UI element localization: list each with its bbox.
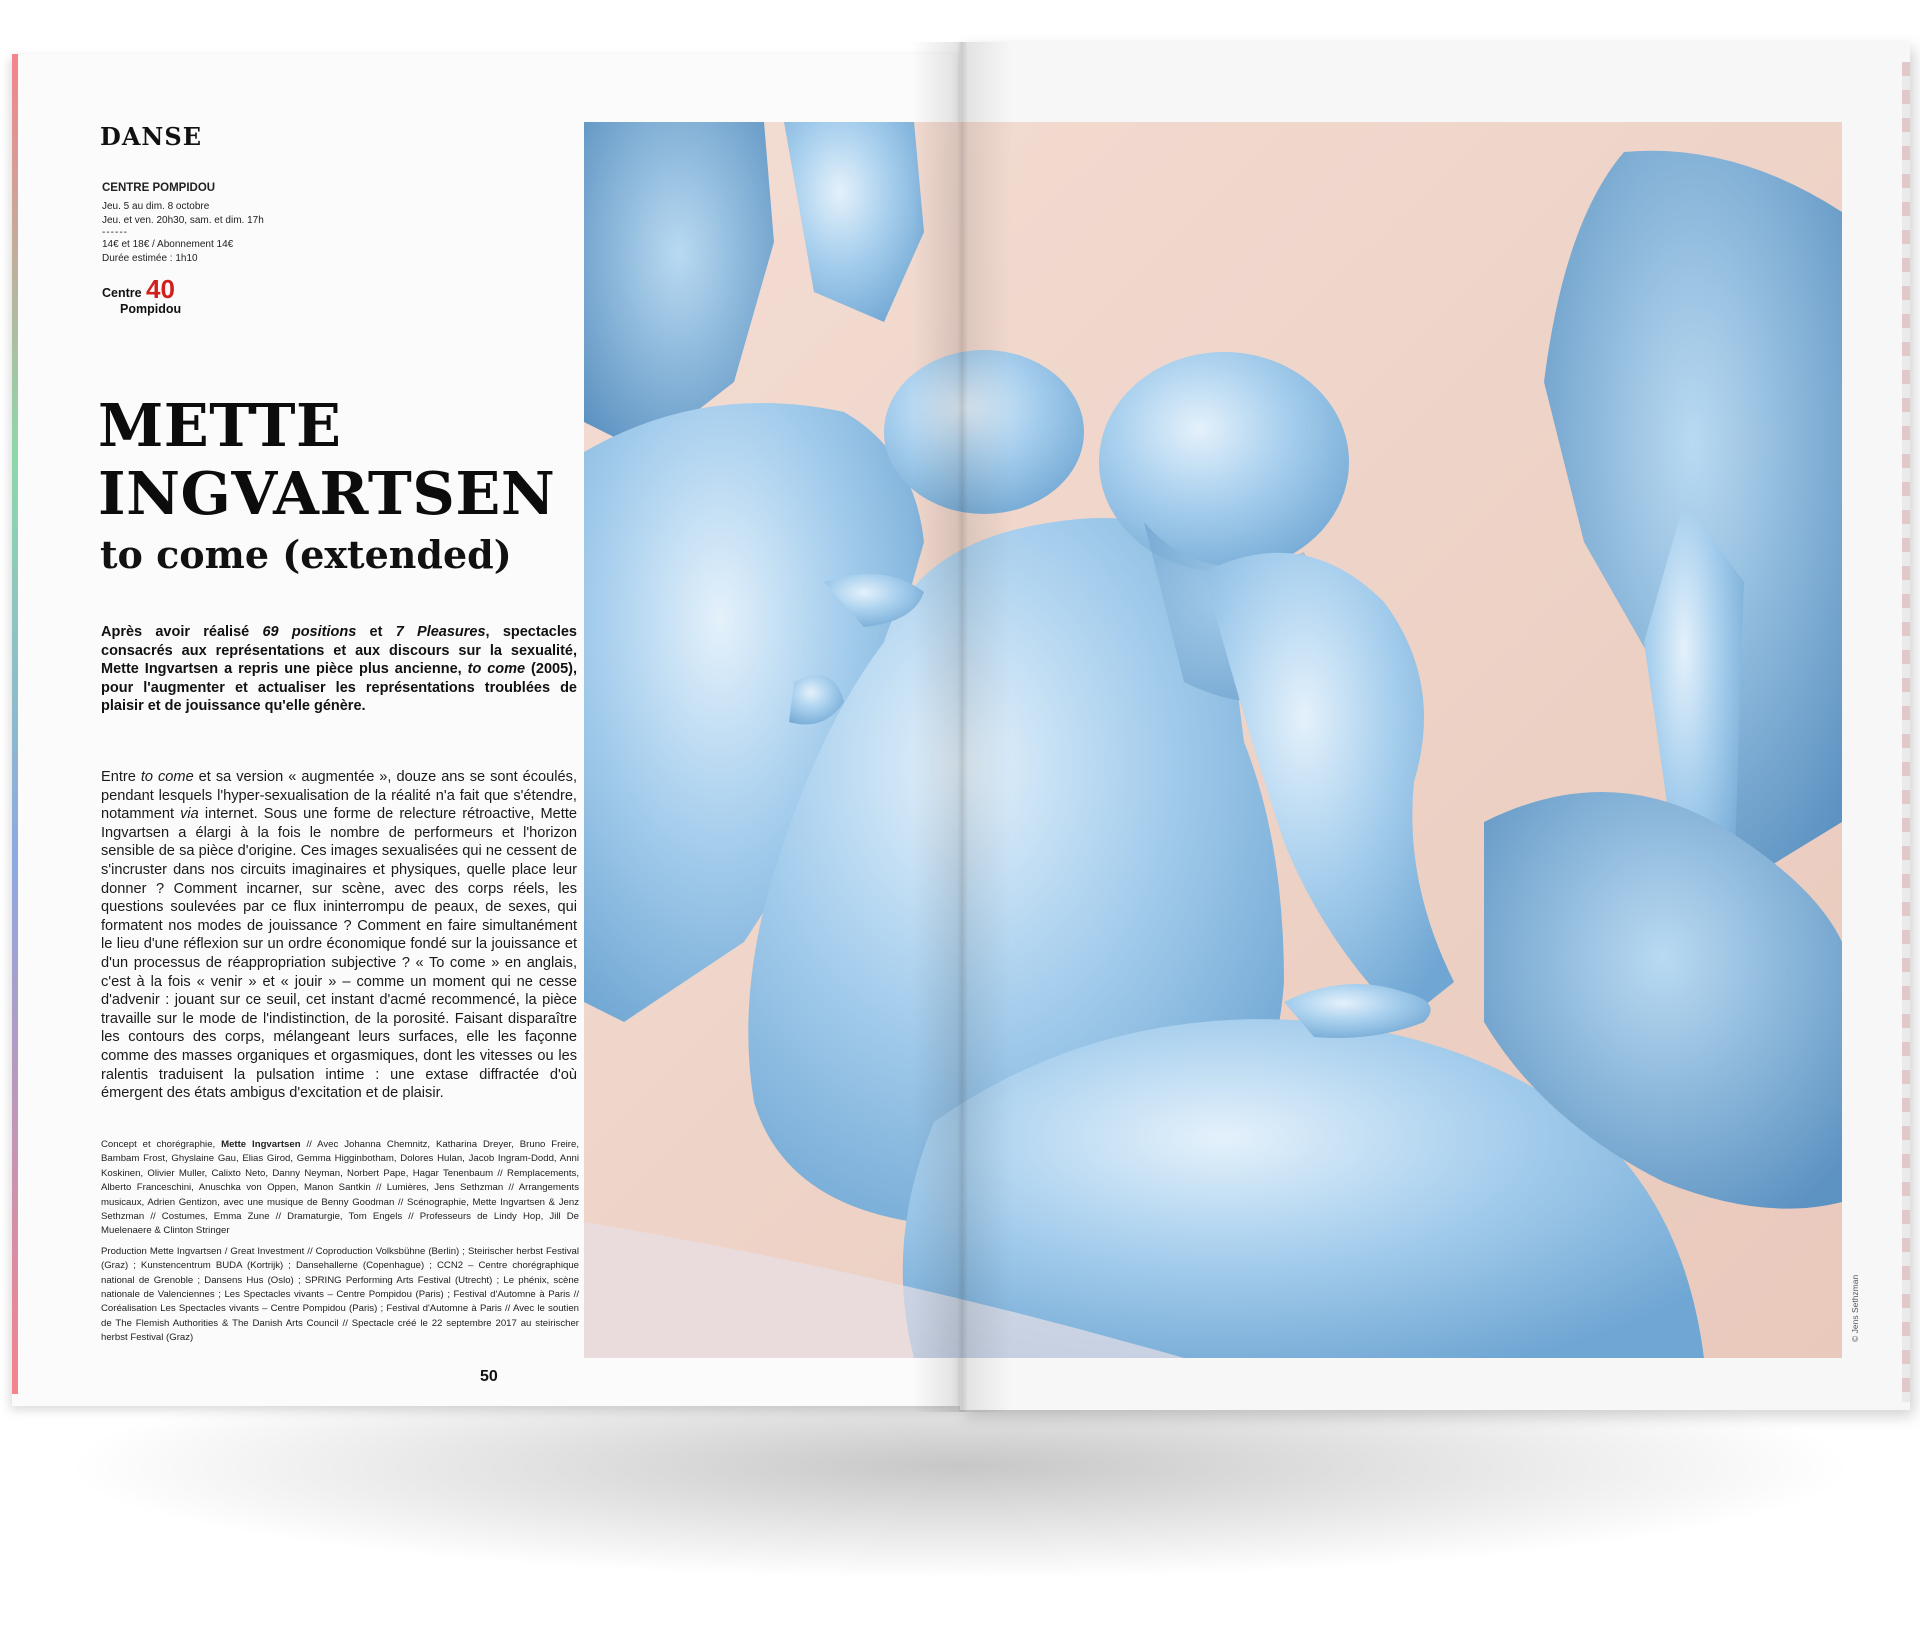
performance-photo bbox=[584, 122, 1842, 1358]
section-heading: DANSE bbox=[100, 122, 202, 151]
event-prices: 14€ et 18€ / Abonnement 14€ bbox=[102, 239, 234, 250]
event-info bbox=[102, 182, 362, 266]
magazine-spread bbox=[12, 42, 1910, 1412]
credits-production: Production Mette Ingvartsen / Great Investment // Coproduction Volksbühne (Berlin) ; Steirischer herbst Festival (Graz) ; Kunstencentrum BUDA (Kortrijk) ; Dansehallerne (Copenhague) ; CCN2 – Centre chorégraphique national de Grenoble ; Dansens Hus (Oslo) ; SPRING Performing Arts Festival (Utrecht) ; Le phénix, scène nationale de Valenciennes ; Les Spectacles vivants – Centre Pompidou (Paris) ; Festival d'Automne à Paris // Coréalisation Les Spectacles vivants – Centre Pompidou (Paris) ; Festival d'Automne à Paris // Avec le soutien de The Flemish Authorities & The Danish Arts Council // Spectacle créé le 22 septembre 2017 au steirischer herbst Festival (Graz) bbox=[101, 1245, 579, 1344]
article-subtitle: to come (extended) bbox=[100, 532, 512, 577]
title-line-2: INGVARTSEN bbox=[98, 459, 556, 528]
venue-name: CENTRE POMPIDOU bbox=[102, 182, 216, 194]
event-times: Jeu. et ven. 20h30, sam. et dim. 17h bbox=[102, 215, 264, 226]
page-number: 50 bbox=[480, 1368, 498, 1385]
logo-text-bottom: Pompidou bbox=[120, 302, 182, 316]
credits-artistic: Concept et chorégraphie, Mette Ingvartsen // Avec Johanna Chemnitz, Katharina Dreyer, Bruno Freire, Bambam Frost, Ghyslaine Gau, Elias Girod, Gemma Higginbotham, Dolores Hulan, Jacob Ingram-Dodd, Anni Koskinen, Olivier Muller, Calixto Neto, Danny Neyman, Norbert Pape, Hagar Tenenbaum // Remplacements, Alberto Franceschini, Anuschka von Oppen, Manon Santkin // Lumières, Jens Sethzman // Arrangements musicaux, Adrien Gentizon, avec une musique de Benny Goodman // Scénographie, Mette Ingvartsen & Jenz Sethzman // Costumes, Emma Zune // Dramaturgie, Tom Engels // Professeurs de Lindy Hop, Jill De Muelenaere & Clinton Stringer bbox=[101, 1139, 579, 1237]
title-line-1: METTE bbox=[98, 391, 342, 460]
floor-shadow bbox=[60, 1390, 1860, 1580]
event-dates: Jeu. 5 au dim. 8 octobre bbox=[102, 201, 210, 212]
right-page-edge bbox=[1902, 62, 1910, 1402]
photo-credit: © Jens Sethzman bbox=[1850, 1274, 1860, 1342]
event-duration: Durée estimée : 1h10 bbox=[102, 253, 198, 264]
left-page-edge bbox=[12, 54, 18, 1394]
article-title bbox=[98, 392, 658, 528]
info-separator: ------ bbox=[102, 227, 128, 238]
logo-number: 40 bbox=[146, 274, 175, 304]
logo-text-top: Centre bbox=[102, 286, 142, 300]
centre-pompidou-40-logo bbox=[102, 274, 192, 334]
dancers-in-blue-bodysuits-image bbox=[584, 122, 1842, 1358]
production-credits bbox=[101, 1138, 579, 1352]
intro-paragraph: Après avoir réalisé 69 positions et 7 Pleasures, spectacles consacrés aux représentations et aux discours sur la sexualité, Mette Ingvartsen a repris une pièce plus ancienne, to come (2005), pour l'augmenter et actualiser les représentations troublées de plaisir et de jouissance qu'elle génère. bbox=[101, 624, 578, 714]
body-paragraph: Entre to come et sa version « augmentée », douze ans se sont écoulés, pendant lesquels l'hyper-sexualisation de la réalité n'a fait que s'étendre, notamment via internet. Sous une forme de relecture rétroactive, Mette Ingvartsen a élargi à la fois le nombre de performeurs et l'horizon sensible de sa pièce d'origine. Ces images sexualisées qui ne cessent de s'incruster dans nos circuits imaginaires et physiques, quelle place leur donner ? Comment incarner, sur scène, avec des corps réels, les questions soulevées par ce flux ininterrompu de peaux, de sexes, qui formatent nos modes de jouissance ? Comment en faire simultanément le lieu d'une réflexion sur un ordre économique fondé sur la jouissance et d'un processus de réappropriation subjective ? « To come » en anglais, c'est à la fois « venir » et « jouir » – comme un moment qui ne cesse d'advenir : jouant sur ce seuil, cet instant d'acmé recommencé, la pièce travaille sur le mode de l'indistinction, de la porosité. Faisant disparaître les contours des corps, mélangeant leurs surfaces, elle les façonne comme des masses organiques et orgasmiques, dont les vitesses ou les ralentis traduisent la pulsation intime : une extase diffractée d'où émergent des états ambigus d'excitation et de plaisir. bbox=[101, 769, 578, 1102]
